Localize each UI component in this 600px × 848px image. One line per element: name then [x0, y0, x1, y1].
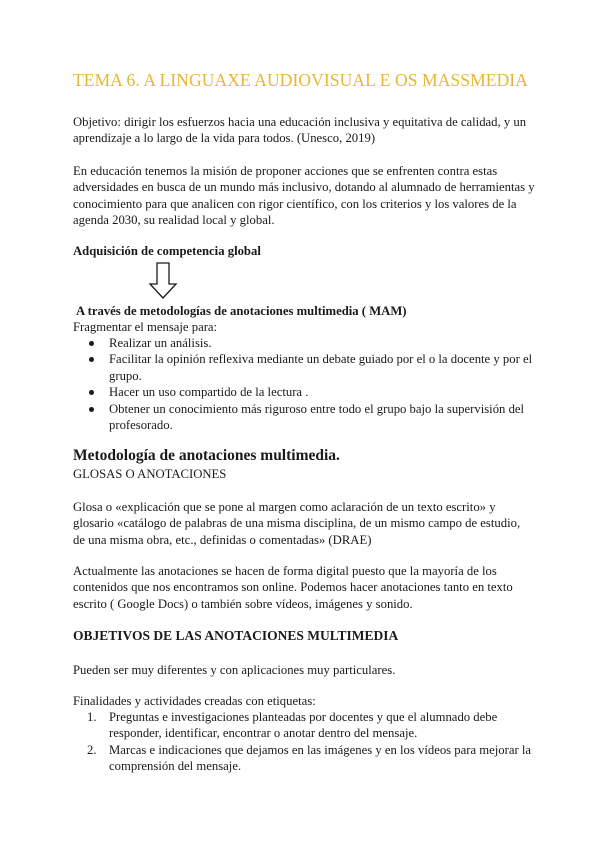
global-competence-heading: Adquisición de competencia global — [73, 244, 261, 258]
mission-paragraph: En educación tenemos la misión de proponer acciones que se enfrenten contra estas adversidades en busca de un mundo más inclusivo, dotando al alumnado de herramientas y conocimiento para que analicen con rigor científico, con los criterios y los valores de la agenda 2030, su realidad local y global. — [73, 164, 535, 228]
list-item: Obtener un conocimiento más riguroso entre todo el grupo bajo la supervisión del profesorado. — [73, 401, 535, 434]
objective-paragraph: Objetivo: dirigir los esfuerzos hacia una educación inclusiva y equitativa de calidad, y un aprendizaje a lo largo de la vida para todos. (Unesco, 2019) — [73, 115, 527, 146]
list-item-text: Marcas e indicaciones que dejamos en las imágenes y en los vídeos para mejorar la comprensión del mensaje. — [109, 742, 532, 774]
down-arrow-icon — [148, 262, 178, 300]
document-title: TEMA 6. A LINGUAXE AUDIOVISUAL E OS MASSMEDIA — [73, 70, 528, 90]
list-item — [73, 742, 535, 775]
numbered-list — [73, 709, 535, 775]
varied-paragraph: Pueden ser muy diferentes y con aplicaciones muy particulares. — [73, 663, 396, 677]
glosa-definition-paragraph: Glosa o «explicación que se pone al margen como aclaración de un texto escrito» y glosario «catálogo de palabras de una misma disciplina, de un mismo campo de estudio, de una misma obra, etc., definidas o comentadas» (DRAE) — [73, 500, 521, 547]
list-item-text: Preguntas e investigaciones planteadas por docentes y que el alumnado debe responder, identificar, encontrar o anotar dentro del mensaje. — [109, 710, 498, 741]
list-number: 1. — [87, 710, 97, 724]
list-item — [73, 709, 535, 742]
list-item: Realizar un análisis. — [73, 335, 535, 351]
methodology-heading: Metodología de anotaciones multimedia. — [73, 447, 340, 464]
objectives-heading: OBJETIVOS DE LAS ANOTACIONES MULTIMEDIA — [73, 628, 399, 643]
mam-heading: A través de metodologías de anotaciones multimedia ( MAM) — [76, 304, 407, 318]
bullet-list — [73, 335, 535, 433]
glosas-subheading: GLOSAS O ANOTACIONES — [73, 467, 227, 481]
list-number: 2. — [87, 742, 97, 757]
purposes-intro: Finalidades y actividades creadas con etiquetas: — [73, 694, 316, 708]
list-item: Hacer un uso compartido de la lectura . — [73, 384, 535, 400]
fragment-intro: Fragmentar el mensaje para: — [73, 320, 218, 334]
digital-annotations-paragraph: Actualmente las anotaciones se hacen de forma digital puesto que la mayoría de los contenidos que nos encontramos son online. Podemos hacer anotaciones tanto en texto escrito ( Google Docs) o también sobre vídeos, imágenes y sonido. — [73, 564, 513, 611]
list-item: Facilitar la opinión reflexiva mediante un debate guiado por el o la docente y por el grupo. — [73, 351, 535, 384]
